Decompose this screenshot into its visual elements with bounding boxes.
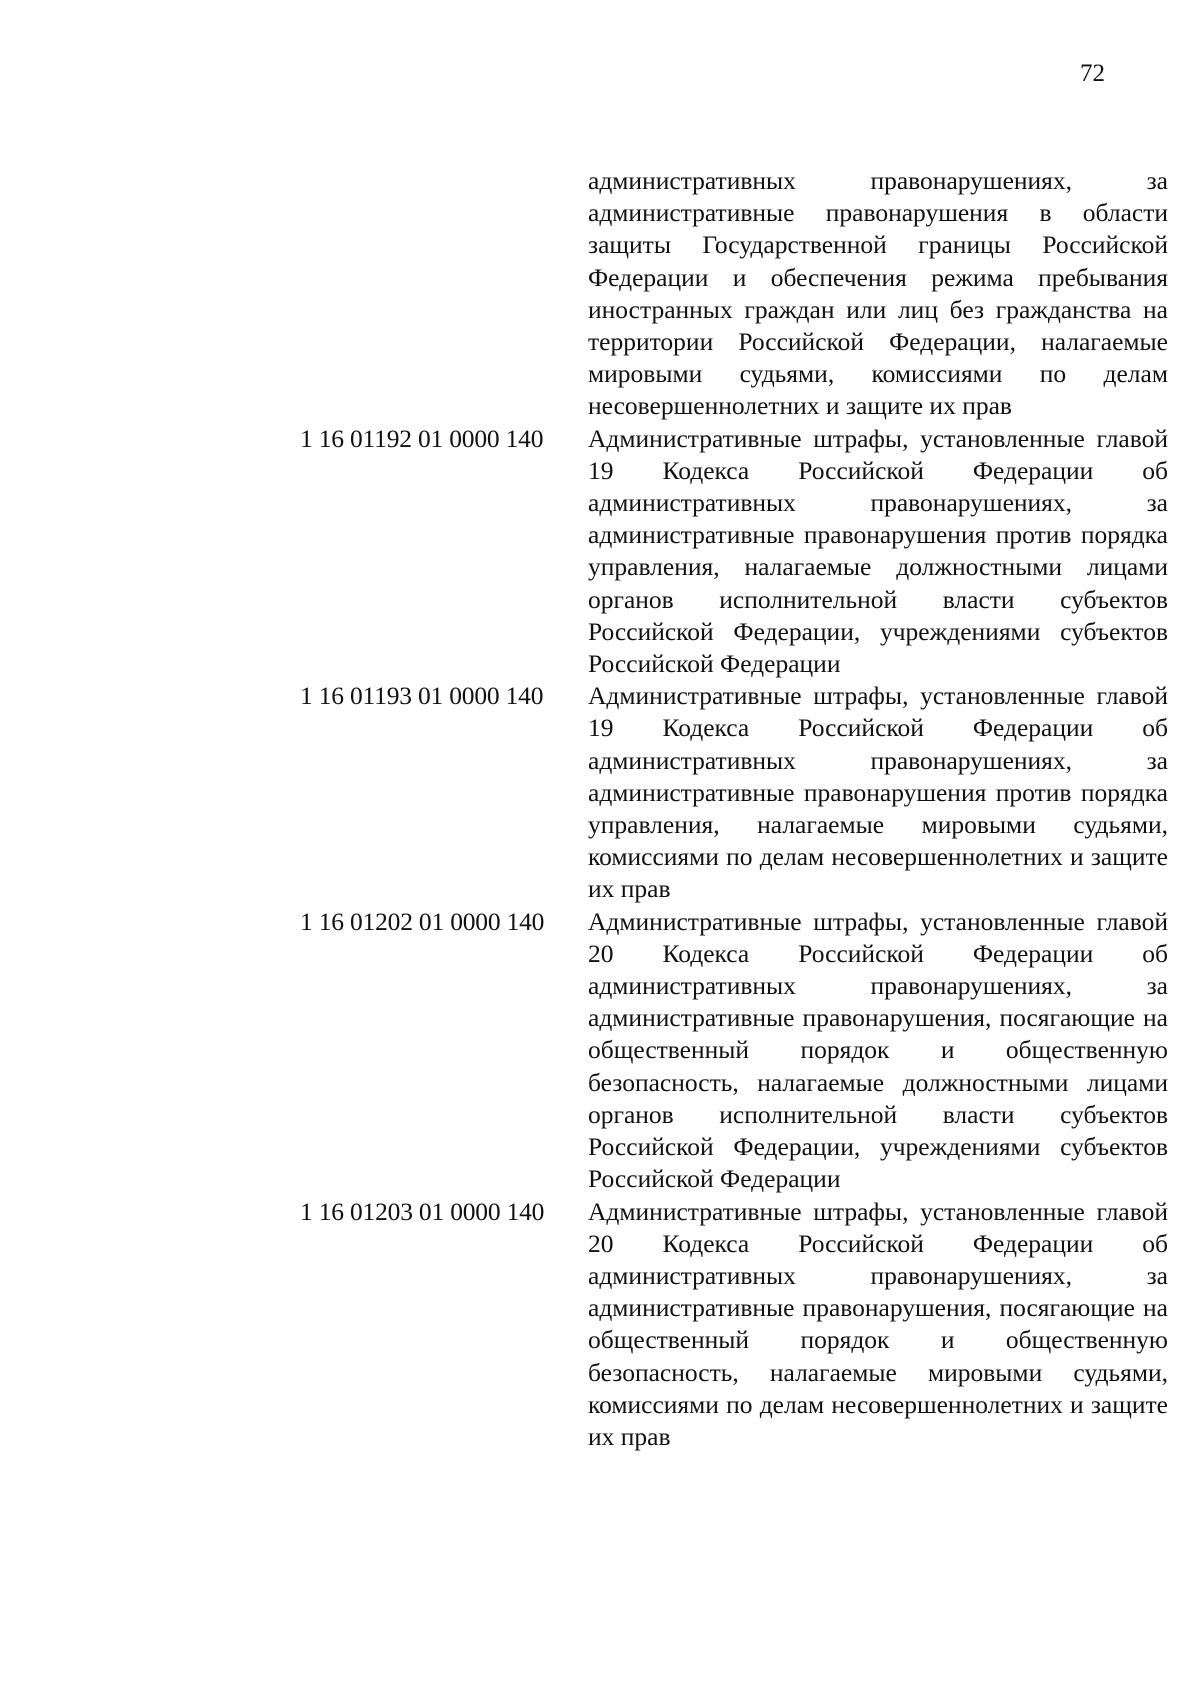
table-row: [300, 165, 1180, 423]
budget-code: 1 16 01202 01 0000 140: [300, 906, 545, 936]
code-description: Административные штрафы, установленные главой 20 Кодекса Российской Федерации об административных правонарушениях, за административные правонарушения, посягающие на общественный порядок и общественную безопасность, налагаемые должностными лицами органов исполнительной власти субъектов Российской Федерации, учреждениями субъектов Российской Федерации: [588, 906, 1168, 1194]
table-row: [300, 1196, 1180, 1454]
table-row: [300, 680, 1180, 905]
code-description: Административные штрафы, установленные главой 19 Кодекса Российской Федерации об административных правонарушениях, за административные правонарушения против порядка управления, налагаемые должностными лицами органов исполнительной власти субъектов Российской Федерации, учреждениями субъектов Российской Федерации: [588, 423, 1168, 679]
table-row: [300, 906, 1180, 1196]
code-description: Административные штрафы, установленные главой 20 Кодекса Российской Федерации об административных правонарушениях, за административные правонарушения, посягающие на общественный порядок и общественную безопасность, налагаемые мировыми судьями, комиссиями по делам несовершеннолетних и защите их прав: [588, 1196, 1168, 1451]
page-number: 72: [1080, 60, 1105, 87]
budget-code: 1 16 01193 01 0000 140: [300, 681, 544, 711]
budget-code: 1 16 01192 01 0000 140: [300, 423, 544, 453]
code-description: административных правонарушениях, за административные правонарушения в области защиты Государственной границы Российской Федерации и обеспечения режима пребывания иностранных граждан или лиц без гражданства на территории Российской Федерации, налагаемые мировыми судьями, комиссиями по делам несовершеннолетних и защите их прав: [588, 166, 1168, 421]
budget-code: 1 16 01203 01 0000 140: [300, 1196, 545, 1226]
budget-code-table: [300, 165, 1180, 1453]
code-description: Административные штрафы, установленные главой 19 Кодекса Российской Федерации об административных правонарушениях, за административные правонарушения против порядка управления, налагаемые мировыми судьями, комиссиями по делам несовершеннолетних и защите их прав: [588, 681, 1168, 904]
table-row: [300, 423, 1180, 681]
